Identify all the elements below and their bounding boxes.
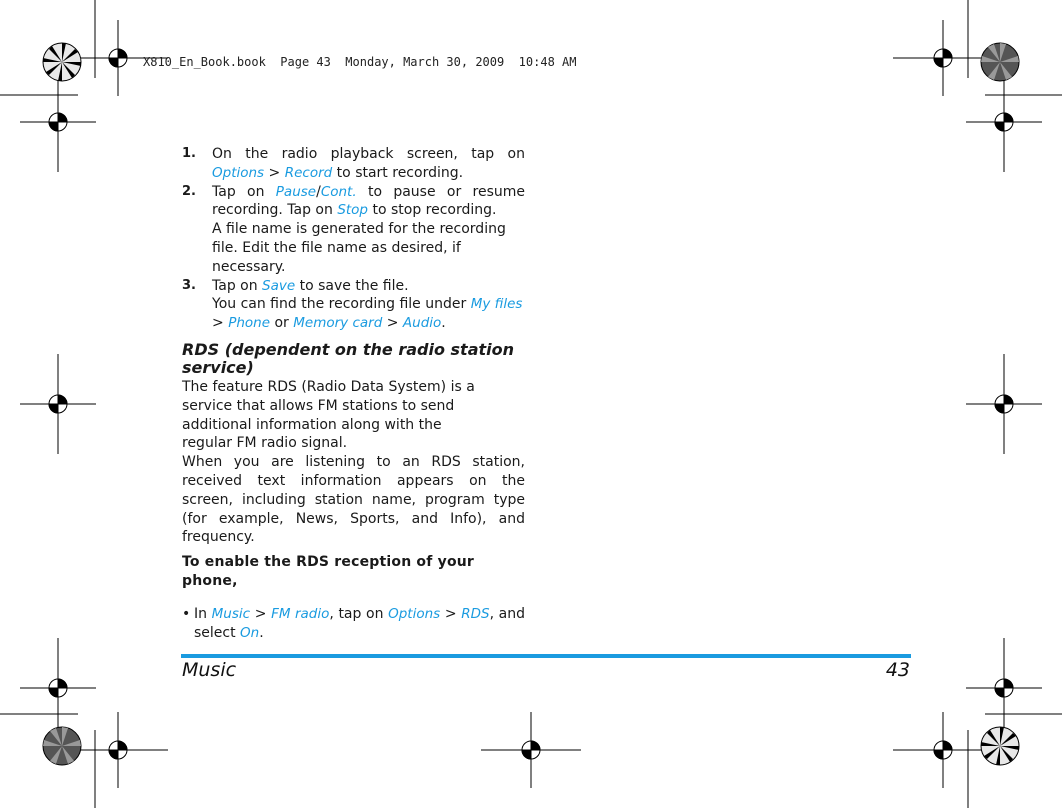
page-number: 43: [885, 659, 910, 681]
menu-option-link: RDS: [461, 606, 490, 623]
step-1: 1. On the radio playback screen, tap on Options > Record to start recording.: [182, 146, 525, 181]
print-header: X810_En_Book.book Page 43 Monday, March 30, 2009 10:48 AM: [143, 55, 577, 69]
registration-mark: [893, 712, 993, 788]
registration-mark: [966, 72, 1042, 172]
menu-option-link: Save: [262, 277, 296, 294]
starburst-target: [43, 727, 81, 765]
page-content: [182, 145, 525, 657]
menu-option-link: Record: [284, 164, 333, 181]
menu-option-link: Options: [212, 164, 265, 181]
registration-mark: [68, 712, 168, 788]
footer-divider: [181, 654, 911, 658]
menu-option-link: Pause: [275, 183, 317, 200]
step-number: 3.: [182, 277, 196, 293]
step-number: 1.: [182, 146, 196, 161]
registration-mark: [966, 638, 1042, 738]
step-number: 2.: [182, 183, 196, 199]
procedure-title: To enable the RDS reception of your phone,: [182, 554, 475, 590]
menu-option-link: Audio: [402, 315, 442, 332]
registration-mark: [20, 638, 96, 738]
starburst-target: [981, 727, 1019, 765]
registration-mark: [20, 72, 96, 172]
registration-mark: [893, 20, 993, 96]
registration-mark: [20, 354, 96, 454]
step-3: 3. Tap on Save to save the file. You can find the recording file under My files > Phone or Memory card > Audio.: [182, 277, 525, 333]
paragraph: When you are listening to an RDS station, received text information appears on the screen, including station name, program type (for example, News, Sports, and Info), and frequency.: [182, 454, 525, 546]
menu-option-link: Music: [211, 606, 251, 623]
paragraph: The feature RDS (Radio Data System) is a service that allows FM stations to send additional information along with the regular FM radio signal.: [182, 378, 475, 452]
step-note: A file name is generated for the recording file. Edit the file name as desired, if necessary.: [212, 221, 506, 275]
starburst-target: [981, 43, 1019, 81]
menu-option-link: On: [240, 624, 260, 641]
menu-option-link: Memory card: [293, 315, 383, 332]
menu-option-link: My files: [470, 296, 523, 313]
menu-option-link: Stop: [337, 202, 369, 219]
registration-mark: [966, 354, 1042, 454]
bullet-icon: •: [182, 606, 191, 623]
section-heading: RDS (dependent on the radio station service): [182, 339, 515, 377]
menu-option-link: Options: [388, 606, 441, 623]
list-item: • In Music > FM radio, tap on Options > RDS, and select On.: [182, 606, 525, 641]
step-2: 2. Tap on Pause/Cont. to pause or resume recording. Tap on Stop to stop recording. A file name is generated for the recording file. Edit the file name as desired, if necessary.: [182, 183, 526, 275]
menu-option-link: Phone: [228, 315, 271, 332]
starburst-target: [43, 43, 81, 81]
registration-mark: [481, 712, 581, 788]
step-note: You can find the recording file under My files > Phone or Memory card > Audio.: [212, 296, 523, 332]
menu-option-link: Cont.: [320, 183, 357, 200]
footer-section-name: Music: [182, 659, 237, 681]
menu-option-link: FM radio: [271, 606, 330, 623]
